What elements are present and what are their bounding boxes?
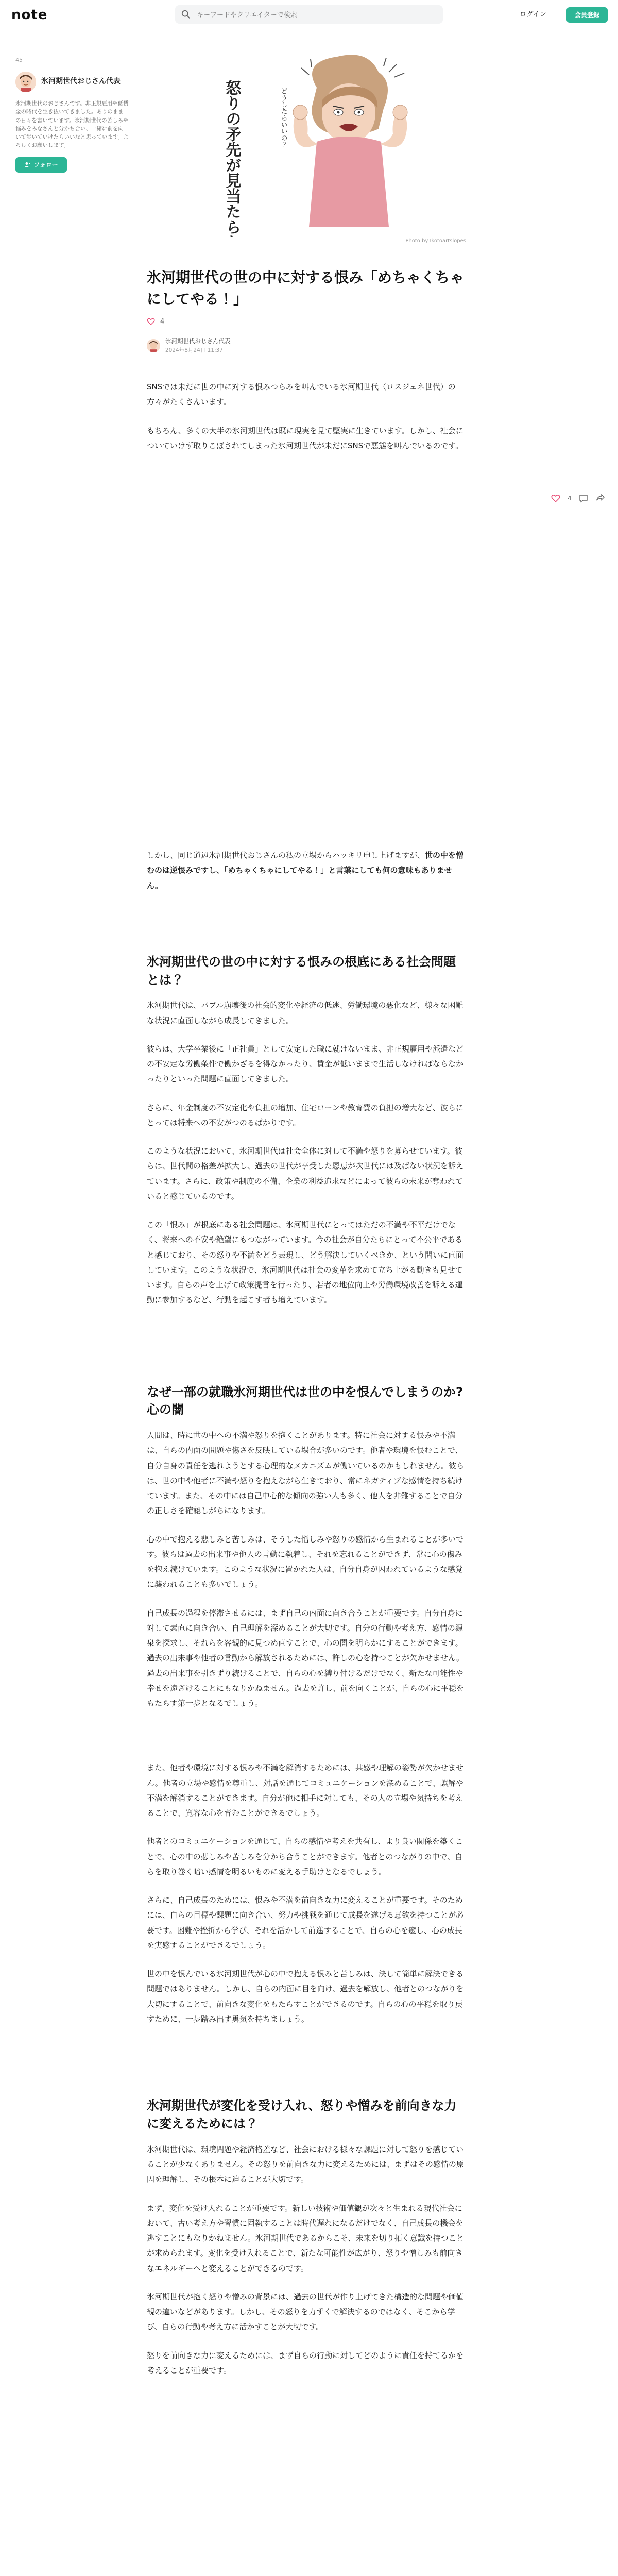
author-avatar-small[interactable] [147, 339, 160, 352]
hero-text-sub: どうしたらいいの？ [279, 88, 287, 148]
section-paragraph: さらに、自己成長のためには、恨みや不満を前向きな力に変えることが重要です。そのためには、自らの目標や課題に向き合い、努力や挑戦を通じて成長を遂げる意欲を持つことが必要です。困難や挫折から学び、それを活かして前進することで、自らの心を癒し、心の成長を実感することができるでしょう。 [147, 1895, 464, 1950]
follow-button[interactable] [15, 157, 67, 173]
sidebar-counter: 45 [15, 57, 23, 63]
user-plus-icon [24, 162, 30, 168]
section-paragraph: 他者とのコミュニケーションを通じて、自らの感情や考えを共有し、より良い関係を築くことで、心の中の悲しみや苦しみを分かち合うことができます。他者とのつながりの中で、自らを取り巻く暗い感情を明るいものに変える手助けとなるでしょう。 [147, 1837, 463, 1876]
article-main [147, 52, 466, 2392]
section-paragraph: このような状況において、氷河期世代は社会全体に対して不満や怒りを募らせています。彼らは、世代間の格差が拡大し、過去の世代が享受した恩恵が次世代には及ばない状況を訴えています。さらに、政策や制度の不備、企業の利益追求などによって彼らの未来が奪われていると感じているのです。 [147, 1146, 464, 1201]
section-paragraph: 氷河期世代は、環境問題や経済格差など、社会における様々な課題に対して怒りを感じていることが少なくありません。その怒りを前向きな力に変えるためには、まずはその感情の原因を理解し、その根本に迫ることが大切です。 [147, 2144, 464, 2184]
author-bio: 氷河期世代のおじさんです。非正規雇用や低賃金の時代を生き抜いてきました。ありのままの日々を書いています。氷河期世代の苦しみや悩みをみなさんと分かち合い、一緒に前を向いて歩いていけたらいいなと思っています。よろしくお願いします。 [15, 100, 129, 149]
article-title: 氷河期世代の世の中に対する恨み「めちゃくちゃにしてやる！」 [147, 269, 465, 308]
author-name[interactable]: 氷河期世代おじさん代表 [41, 77, 121, 86]
search-input[interactable] [196, 5, 435, 25]
hero-text-main: 怒りの矛先が見当たらない。 [222, 80, 241, 237]
like-row [147, 317, 466, 326]
section-paragraph: 世の中を恨んでいる氷河期世代が心の中で抱える恨みと苦しみは、決して簡単に解決できる問題ではありません。しかし、自らの内面に目を向け、過去を解放し、他者とのつながりを大切にすることで、前向きな変化をもたらすことができるのです。自らの心の平穏を取り戻すために、一歩踏み出す勇気を持ちましょう。 [147, 1969, 464, 2024]
intro-bold: 世の中を憎むのは逆恨みですし、「めちゃくちゃにしてやる！」と言葉にしても何の意味もありません。 [147, 851, 464, 890]
section-paragraph: 彼らは、大学卒業後に「正社員」として安定した職に就けないまま、非正規雇用や派遣などの不安定な労働条件で働かざるを得なかったり、賃金が低いままで生活しなければならなかったりといった問題に直面してきました。 [147, 1044, 464, 1084]
section-paragraph: さらに、年金制度の不安定化や負担の増加、住宅ローンや教育費の負担の増大など、彼らにとっては将来への不安がつのるばかりです。 [147, 1103, 464, 1127]
section-paragraph: また、他者や環境に対する恨みや不満を解消するためには、共感や理解の姿勢が欠かせません。他者の立場や感情を尊重し、対話を通じてコミュニケーションを深めることで、誤解や不満を解消することができます。自分が他に相手に対しても、その人の立場や気持ちを考えることで、寛容な心を育むことができるでしょう。 [147, 1763, 464, 1818]
signup-button[interactable]: 会員登録 [566, 7, 608, 23]
search-icon [181, 10, 191, 19]
intro-tail: しかし、同じ道辺氷河期世代おじさんの私の立場からハッキリ申し上げますが、 [147, 851, 425, 860]
section-paragraph: 心の中で抱える悲しみと苦しみは、そうした憎しみや怒りの感情から生まれることが多いです。彼らは過去の出来事や他人の言動に執着し、それを忘れることができず、常に心の傷みを抱え続けています。このような状況に置かれた人は、自分自身が囚われているような感覚に襲われることも多いでしょう。 [147, 1534, 464, 1589]
avatar-face-icon [15, 72, 36, 92]
avatar[interactable] [15, 72, 36, 92]
section-heading: なぜ一部の就職氷河期世代は世の中を恨んでしまうのか?心の闇 [147, 1384, 463, 1417]
article-actions [551, 494, 605, 503]
heart-icon[interactable] [551, 494, 560, 503]
action-like-count: 4 [568, 495, 572, 502]
note-logo[interactable]: note [11, 7, 48, 23]
intro-paragraph-1: SNSでは未だに世の中に対する恨みつらみを叫んでいる氷河期世代（ロスジェネ世代）の方々がたくさんいます。 [147, 382, 456, 407]
section-paragraph: 氷河期世代は、バブル崩壊後の社会的変化や経済の低迷、労働環境の悪化など、様々な困難な状況に直面しながら成長してきました。 [147, 1001, 464, 1025]
share-icon[interactable] [595, 494, 605, 503]
comment-icon[interactable] [579, 494, 588, 503]
meta-author[interactable]: 氷河期世代おじさん代表 [165, 337, 231, 345]
section-heading: 氷河期世代の世の中に対する恨みの根底にある社会問題とは？ [147, 954, 456, 987]
hero-image [147, 52, 466, 237]
avatar-face-icon [147, 339, 160, 352]
login-button[interactable]: ログイン [520, 11, 546, 19]
meta-date: 2024年8月24日 11:37 [165, 347, 223, 353]
section-paragraph: この「恨み」が根底にある社会問題は、氷河期世代にとってはただの不満や不平だけでなく、将来への不安や絶望にもつながっています。今の社会が自分たちにとって不公平であると感じており、その怒りや不満をどう表現し、どう解決していくべきか、という問いに直面しています。このような状況で、氷河期世代は社会の変革を求めて立ち上がる動きも見せています。自らの声を上げて政策提言を行ったり、若者の地位向上や労働環境改善を訴える運動に参加するなど、行動を起こす者も増えています。 [147, 1220, 464, 1305]
heart-icon[interactable] [147, 317, 155, 326]
photo-credit[interactable]: Photo by Ikotoartslopes [405, 238, 466, 244]
section-paragraph: 怒りを前向きな力に変えるためには、まず自らの行動に対してどのように責任を持てるかを考えることが重要です。 [147, 2350, 464, 2375]
intro-paragraph-2: もちろん、多くの大半の氷河期世代は既に現実を見て堅実に生きています。しかし、社会についていけず取りこぼされてしまった氷河期世代が未だにSNSで悪態を叫んでいるのです。 [147, 426, 464, 450]
section-paragraph: まず、変化を受け入れることが重要です。新しい技術や価値観が次々と生まれる現代社会において、古い考え方や習慣に固執することは時代遅れになるだけでなく、自己成長の機会を逃すことにもなりかねません。氷河期世代であるからこそ、未来を切り拓く意識を持つことが求められます。変化を受け入れることで、新たな可能性が広がり、怒りや憎しみも前向きなエネルギーへと変えることができるのです。 [147, 2203, 464, 2273]
section-paragraph: 氷河期世代が抱く怒りや憎みの背景には、過去の世代が作り上げてきた構造的な問題や価値観の違いなどがあります。しかし、その怒りを力ずくで解決するのではなく、そこから学び、自らの行動や考え方に活かすことが大切です。 [147, 2292, 464, 2332]
like-count: 4 [160, 317, 165, 326]
section-paragraph: 自己成長の過程を停滞させるには、まず自己の内面に向き合うことが重要です。自分自身に対して素直に向き合い、自己理解を深めることが大切です。自分の行動や考え方、感情の源泉を探求し、それらを客観的に見つめ直すことで、心の闇を明らかにすることができます。過去の出来事や他者の言動から解放されるためには、許しの心を持つことが欠かせません。過去の出来事を引きずり続けることで、自らの心を縛り付けるだけでなく、新たな可能性や幸せを遠ざけることにもなりかねません。過去を許し、前を向くことが、自らの心に平穏をもたらす第一歩となるでしょう。 [147, 1608, 464, 1708]
intro-paragraph-3 [147, 848, 466, 893]
search-box[interactable] [175, 5, 443, 24]
section-paragraph: 人間は、時に世の中への不満や怒りを抱くことがあります。特に社会に対する恨みや不満は、自らの内面の問題や傷さを反映している場合が多いのです。他者や環境を恨むことで、自分自身の責任を逃れようとする心理的なメカニズムが働いているのかもしれません。彼らは、世の中や他者に不満や怒りを抱えながら生きており、常にネガティブな感情を持ち続けています。また、その中には自己中心的な傾向の強い人も多く、他人を非難することで自分の正しさを確認しがちになります。 [147, 1431, 464, 1516]
author-sidebar [15, 57, 129, 173]
site-header [0, 0, 618, 31]
section-heading: 氷河期世代が変化を受け入れ、怒りや憎みを前向きな力に変えるためには？ [147, 2098, 457, 2131]
hero-illustration [147, 52, 466, 237]
ad-space [147, 467, 466, 848]
follow-label: フォロー [33, 161, 58, 169]
article-meta [147, 337, 466, 354]
